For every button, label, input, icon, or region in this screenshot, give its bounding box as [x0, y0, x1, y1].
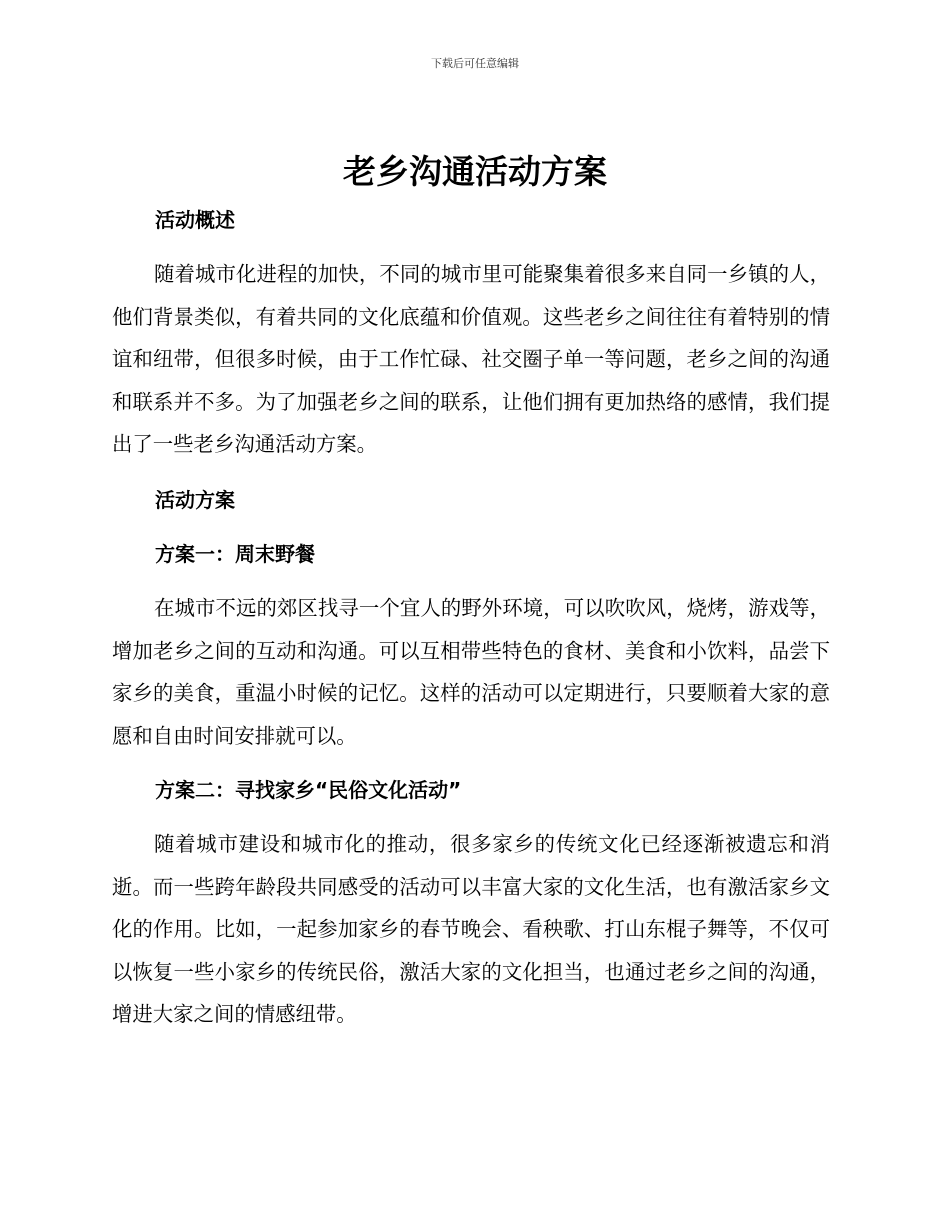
plan-heading: 活动方案 — [155, 488, 235, 512]
plan1-paragraph: 在城市不远的郊区找寻一个宜人的野外环境，可以吹吹风，烧烤，游戏等，增加老乡之间的互动和沟通。可以互相带些特色的食材、美食和小饮料，品尝下家乡的美食，重温小时候的记忆。这样的活动可以定期进行，只要顺着大家的意愿和自由时间安排就可以。 — [112, 596, 830, 748]
overview-paragraph: 随着城市化进程的加快，不同的城市里可能聚集着很多来自同一乡镇的人，他们背景类似，有着共同的文化底蕴和价值观。这些老乡之间往往有着特别的情谊和纽带，但很多时候，由于工作忙碌、社交圈子单一等问题，老乡之间的沟通和联系并不多。为了加强老乡之间的联系，让他们拥有更加热络的感情，我们提出了一些老乡沟通活动方案。 — [112, 262, 830, 456]
overview-heading: 活动概述 — [155, 208, 235, 232]
plan1-heading: 方案一：周末野餐 — [155, 542, 315, 566]
plan2-paragraph: 随着城市建设和城市化的推动，很多家乡的传统文化已经逐渐被遗忘和消逝。而一些跨年龄段共同感受的活动可以丰富大家的文化生活，也有激活家乡文化的作用。比如，一起参加家乡的春节晚会、看秧歌、打山东棍子舞等，不仅可以恢复一些小家乡的传统民俗，激活大家的文化担当，也通过老乡之间的沟通，增进大家之间的情感纽带。 — [112, 832, 830, 1026]
page-header-note: 下载后可任意编辑 — [431, 57, 519, 70]
document-title: 老乡沟通活动方案 — [343, 152, 607, 191]
plan2-heading: 方案二：寻找家乡“民俗文化活动” — [155, 778, 462, 802]
